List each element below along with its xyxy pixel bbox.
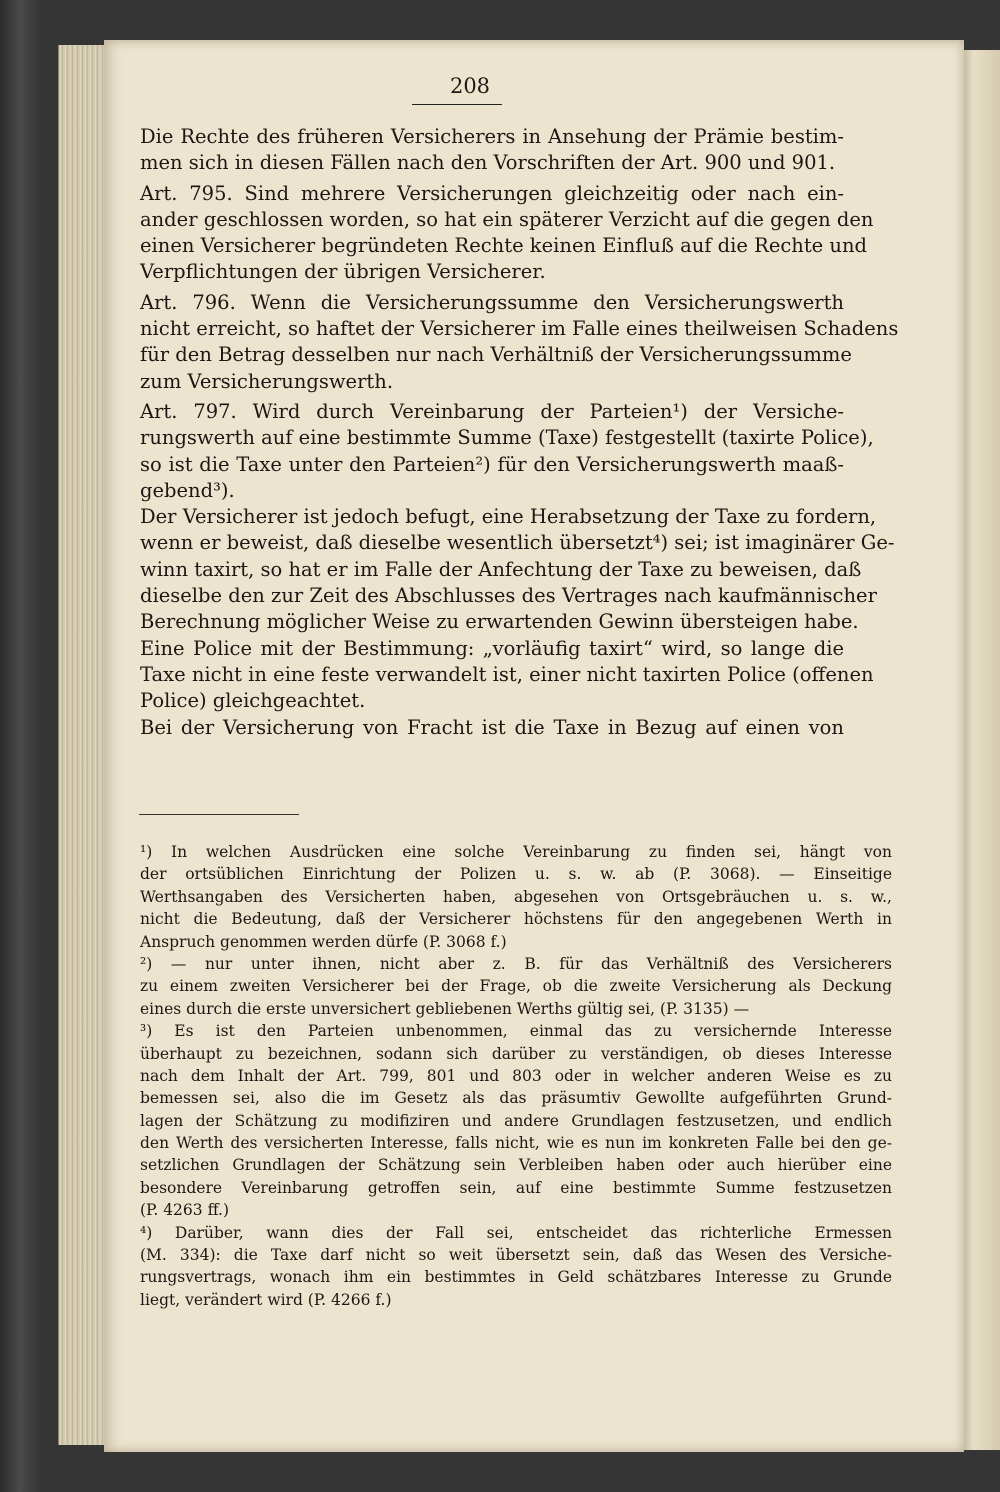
footnote-line: rungsvertrags, wonach ihm ein bestimmtes in Geld schätzbares Interesse zu Grunde	[140, 1268, 892, 1287]
footnote-line: den Werth des versicherten Interesse, falls nicht, wie es nun im konkreten Falle bei den ge-	[140, 1134, 892, 1153]
footnote-line: lagen der Schätzung zu modifiziren und andere Grundlagen festzusetzen, und endlich	[140, 1111, 892, 1130]
footnote-line: Werthsangaben des Versicherten haben, abgesehen von Ortsgebräuchen u. s. w.,	[140, 887, 892, 906]
body-line: Die Rechte des früheren Versicherers in Ansehung der Prämie bestim-	[140, 125, 844, 148]
footnote-line: bemessen sei, also die im Gesetz als das präsumtiv Gewollte aufgeführten Grund-	[140, 1089, 892, 1108]
footnote-rule	[139, 814, 299, 815]
body-line: einen Versicherer begründeten Rechte keinen Einfluß auf die Rechte und	[140, 234, 868, 258]
page-number-rule	[412, 104, 502, 105]
footnote-line: besondere Vereinbarung getroffen sein, auf eine bestimmte Summe festzusetzen	[140, 1178, 892, 1197]
article-796-line: Art. 796. Wenn die Versicherungssumme den Versicherungswerth	[140, 290, 844, 314]
footnote-line: der ortsüblichen Einrichtung der Polizen u. s. w. ab (P. 3068). — Einseitige	[140, 865, 892, 884]
body-line: Verpflichtungen der übrigen Versicherer.	[140, 260, 546, 284]
body-line: so ist die Taxe unter den Parteien²) für den Versicherungswerth maaß-	[140, 452, 844, 476]
body-line: Bei der Versicherung von Fracht ist die Taxe in Bezug auf einen von	[140, 715, 844, 739]
body-line: men sich in diesen Fällen nach den Vorschriften der Art. 900 und 901.	[140, 151, 836, 175]
body-line: gebend³).	[140, 478, 235, 502]
footnote-line: ²) — nur unter ihnen, nicht aber z. B. für das Verhältniß des Versicherers	[140, 954, 892, 973]
body-line: nicht erreicht, so haftet der Versicherer im Falle eines theilweisen Schadens	[140, 317, 899, 341]
page-number: 208	[449, 74, 491, 98]
body-line: zum Versicherungswerth.	[140, 369, 394, 393]
footnote-line: nach dem Inhalt der Art. 799, 801 und 803 oder in welcher anderen Weise es zu	[140, 1066, 892, 1085]
footnote-line: zu einem zweiten Versicherer bei der Frage, ob die zweite Versicherung als Deckung	[140, 977, 892, 996]
body-line: dieselbe den zur Zeit des Abschlusses des Vertrages nach kaufmännischer	[140, 584, 877, 608]
body-line: ander geschlossen worden, so hat ein späterer Verzicht auf die gegen den	[140, 207, 874, 231]
body-line: Eine Police mit der Bestimmung: „vorläufig taxirt“ wird, so lange die	[140, 636, 844, 660]
main-text	[140, 124, 899, 741]
footnote-line: liegt, verändert wird (P. 4266 f.)	[140, 1290, 392, 1309]
article-795-line: Art. 795. Sind mehrere Versicherungen gleichzeitig oder nach ein-	[140, 181, 844, 205]
body-line: Taxe nicht in eine feste verwandelt ist, einer nicht taxirten Police (offenen	[140, 662, 874, 686]
article-797-line: Art. 797. Wird durch Vereinbarung der Parteien¹) der Versiche-	[140, 399, 844, 423]
footnote-line: eines durch die erste unversichert gebliebenen Werths gültig sei, (P. 3135) —	[140, 999, 750, 1018]
body-line: Der Versicherer ist jedoch befugt, eine Herabsetzung der Taxe zu fordern,	[140, 505, 877, 529]
body-line: rungswerth auf eine bestimmte Summe (Taxe) festgestellt (taxirte Police),	[140, 426, 874, 450]
footnote-line: nicht die Bedeutung, daß der Versicherer höchstens für den angegebenen Werth in	[140, 910, 892, 929]
page-edges	[58, 45, 107, 1445]
footnote-line: setzlichen Grundlagen der Schätzung sein Verbleiben haben oder auch hierüber eine	[140, 1156, 892, 1175]
footnotes	[140, 841, 892, 1311]
footnote-line: ¹) In welchen Ausdrücken eine solche Vereinbarung zu finden sei, hängt von	[140, 843, 892, 861]
body-line: wenn er beweist, daß dieselbe wesentlich übersetzt⁴) sei; ist imaginärer Ge-	[140, 531, 895, 555]
next-page-edge	[962, 50, 1000, 1450]
body-line: Police) gleichgeachtet.	[140, 689, 366, 713]
footnote-line: (P. 4263 ff.)	[140, 1201, 229, 1220]
body-line: für den Betrag desselben nur nach Verhältniß der Versicherungssumme	[140, 343, 852, 367]
body-line: Berechnung möglicher Weise zu erwartenden Gewinn übersteigen habe.	[140, 610, 859, 634]
footnote-line: ³) Es ist den Parteien unbenommen, einmal das zu versichernde Interesse	[140, 1022, 892, 1041]
body-line: winn taxirt, so hat er im Falle der Anfechtung der Taxe zu beweisen, daß	[140, 557, 862, 581]
footnote-line: (M. 334): die Taxe darf nicht so weit übersetzt sein, daß das Wesen des Versiche-	[140, 1246, 892, 1265]
footnote-line: überhaupt zu bezeichnen, sodann sich darüber zu verständigen, ob dieses Interesse	[140, 1044, 892, 1063]
footnote-line: Anspruch genommen werden dürfe (P. 3068 f.)	[140, 932, 507, 951]
footnote-line: ⁴) Darüber, wann dies der Fall sei, entscheidet das richterliche Ermessen	[140, 1223, 892, 1242]
